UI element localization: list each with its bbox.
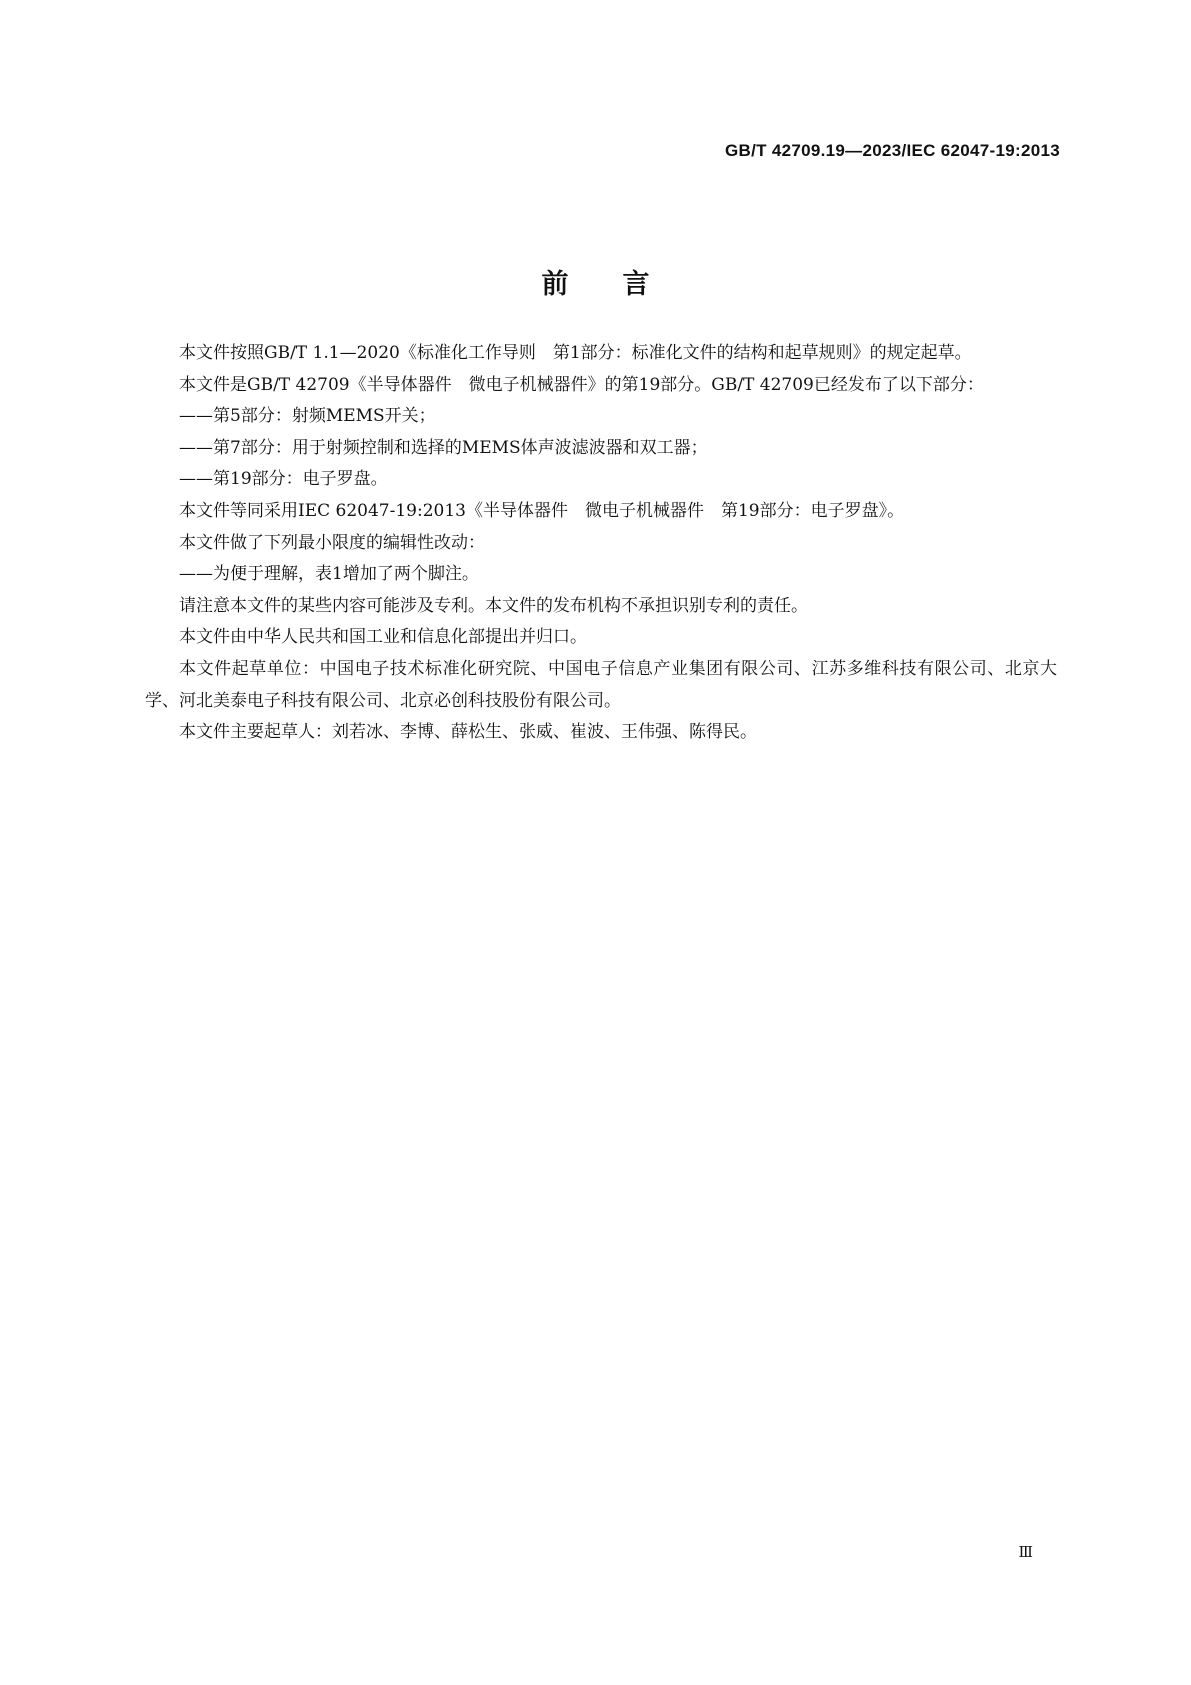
paragraph-proposed-by: 本文件由中华人民共和国工业和信息化部提出并归口。 bbox=[179, 627, 587, 648]
page-title: 前言 bbox=[541, 269, 704, 301]
list-item-footnotes: ——为便于理解，表1增加了两个脚注。 bbox=[179, 564, 479, 585]
paragraph-drafting-rules: 本文件按照GB/T 1.1—2020《标准化工作导则 第1部分：标准化文件的结构和起草规则》的规定起草。 bbox=[179, 343, 972, 363]
paragraph-identical-adoption: 本文件等同采用IEC 62047-19:2013《半导体器件 微电子机械器件 第19部分：电子罗盘》。 bbox=[179, 500, 905, 521]
paragraph-drafters: 本文件主要起草人：刘若冰、李博、薛松生、张威、崔波、王伟强、陈得民。 bbox=[179, 722, 757, 743]
foreword-body bbox=[145, 338, 1057, 749]
paragraph-patent-notice: 请注意本文件的某些内容可能涉及专利。本文件的发布机构不承担识别专利的责任。 bbox=[179, 595, 808, 616]
list-item-part-19: ——第19部分：电子罗盘。 bbox=[179, 469, 388, 490]
page-number: Ⅲ bbox=[1018, 1545, 1033, 1561]
paragraph-series-part: 本文件是GB/T 42709《半导体器件 微电子机械器件》的第19部分。GB/T 42709已经发布了以下部分： bbox=[179, 374, 984, 395]
paragraph-drafting-units: 本文件起草单位：中国电子技术标准化研究院、中国电子信息产业集团有限公司、江苏多维科技有限公司、北京大学、河北美泰电子科技有限公司、北京必创科技股份有限公司。 bbox=[145, 658, 1057, 711]
list-item-part-5: ——第5部分：射频MEMS开关； bbox=[179, 406, 436, 427]
paragraph-editorial-changes: 本文件做了下列最小限度的编辑性改动： bbox=[179, 532, 485, 553]
standard-code-header: GB/T 42709.19—2023/IEC 62047-19:2013 bbox=[725, 141, 1060, 160]
list-item-part-7: ——第7部分：用于射频控制和选择的MEMS体声波滤波器和双工器； bbox=[179, 437, 708, 458]
